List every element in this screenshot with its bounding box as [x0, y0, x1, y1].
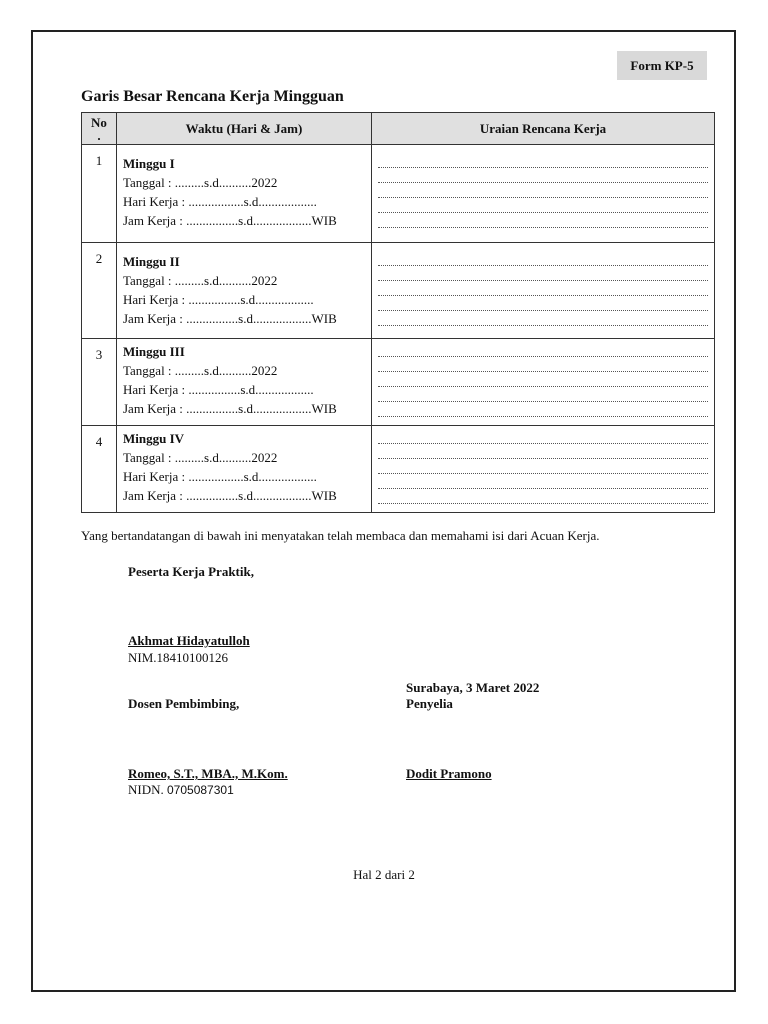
supervisor-nidn	[128, 782, 234, 798]
dotted-line	[378, 153, 708, 168]
assessor-role: Penyelia	[406, 696, 453, 711]
table-header-row	[82, 113, 715, 145]
dotted-line	[378, 474, 708, 489]
tanggal-line: Tanggal : .........s.d..........2022	[123, 175, 278, 190]
table-row	[82, 243, 715, 339]
dotted-line	[378, 168, 708, 183]
row-number: 4	[82, 426, 117, 513]
form-code-badge: Form KP-5	[617, 51, 707, 80]
dotted-line	[378, 251, 708, 266]
dotted-line	[378, 372, 708, 387]
dotted-line	[378, 183, 708, 198]
participant-nim: NIM.18410100126	[128, 650, 229, 665]
row-schedule	[117, 339, 372, 426]
participant-role: Peserta Kerja Praktik,	[128, 564, 254, 579]
dotted-line	[378, 281, 708, 296]
hari-kerja-line: Hari Kerja : .................s.d..................	[123, 194, 317, 209]
page-footer: Hal 2 dari 2	[353, 867, 415, 882]
week-label: Minggu I	[123, 156, 175, 171]
row-number: 3	[82, 339, 117, 426]
nidn-value: 0705087301	[167, 783, 234, 797]
header-waktu: Waktu (Hari & Jam)	[117, 113, 372, 145]
header-uraian: Uraian Rencana Kerja	[372, 113, 715, 145]
jam-kerja-line: Jam Kerja : ................s.d..................WIB	[123, 488, 337, 503]
jam-kerja-line: Jam Kerja : ................s.d..................WIB	[123, 311, 337, 326]
tanggal-line: Tanggal : .........s.d..........2022	[123, 363, 278, 378]
dotted-line	[378, 402, 708, 417]
row-plan-description	[372, 243, 715, 339]
supervisor-name: Romeo, S.T., MBA., M.Kom.	[128, 766, 288, 781]
supervisor-role: Dosen Pembimbing,	[128, 696, 240, 711]
hari-kerja-line: Hari Kerja : .................s.d..................	[123, 469, 317, 484]
row-number: 1	[82, 145, 117, 243]
table-row	[82, 426, 715, 513]
page-title: Garis Besar Rencana Kerja Mingguan	[81, 88, 344, 105]
hari-kerja-line: Hari Kerja : ................s.d..................	[123, 382, 314, 397]
dotted-line	[378, 213, 708, 228]
row-schedule	[117, 426, 372, 513]
dotted-line	[378, 342, 708, 357]
participant-name: Akhmat Hidayatulloh	[128, 633, 250, 648]
table-row	[82, 339, 715, 426]
week-label: Minggu IV	[123, 431, 185, 446]
hari-kerja-line: Hari Kerja : ................s.d..................	[123, 292, 314, 307]
place-date: Surabaya, 3 Maret 2022	[406, 680, 540, 695]
week-label: Minggu II	[123, 254, 180, 269]
row-plan-description	[372, 145, 715, 243]
work-plan-table	[81, 112, 715, 513]
jam-kerja-line: Jam Kerja : ................s.d..................WIB	[123, 213, 337, 228]
statement-text: Yang bertandatangan di bawah ini menyatakan telah membaca dan memahami isi dari Acuan Kerja.	[81, 528, 600, 543]
table-row	[82, 145, 715, 243]
assessor-name: Dodit Pramono	[406, 766, 492, 781]
dotted-line	[378, 266, 708, 281]
dotted-line	[378, 198, 708, 213]
dotted-line	[378, 296, 708, 311]
row-plan-description	[372, 339, 715, 426]
dotted-line	[378, 311, 708, 326]
jam-kerja-line: Jam Kerja : ................s.d..................WIB	[123, 401, 337, 416]
header-no: No .	[82, 113, 117, 145]
dotted-line	[378, 489, 708, 504]
dotted-line	[378, 387, 708, 402]
dotted-line	[378, 444, 708, 459]
dotted-line	[378, 429, 708, 444]
row-number: 2	[82, 243, 117, 339]
week-label: Minggu III	[123, 344, 185, 359]
tanggal-line: Tanggal : .........s.d..........2022	[123, 273, 278, 288]
dotted-line	[378, 459, 708, 474]
dotted-line	[378, 357, 708, 372]
row-schedule	[117, 145, 372, 243]
row-schedule	[117, 243, 372, 339]
nidn-label: NIDN.	[128, 782, 164, 797]
row-plan-description	[372, 426, 715, 513]
tanggal-line: Tanggal : .........s.d..........2022	[123, 450, 278, 465]
